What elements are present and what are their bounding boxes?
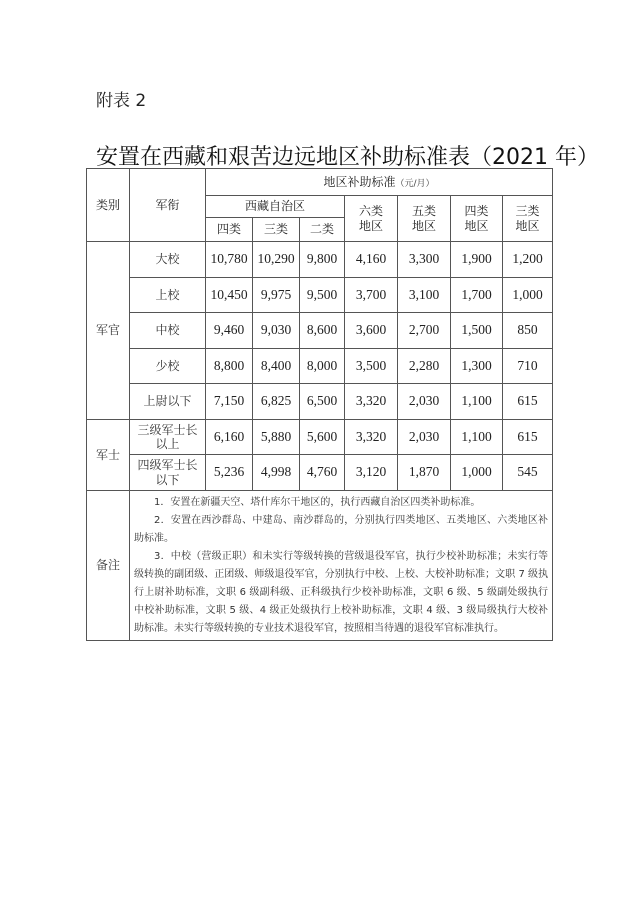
value-cell: 3,500 xyxy=(345,349,398,384)
value-cell: 1,000 xyxy=(503,278,553,313)
value-cell: 1,500 xyxy=(451,313,503,349)
value-cell: 3,100 xyxy=(398,278,451,313)
value-cell: 3,600 xyxy=(345,313,398,349)
value-cell: 10,780 xyxy=(206,242,253,278)
value-cell: 7,150 xyxy=(206,384,253,420)
category-sergeant: 军士 xyxy=(87,420,130,491)
value-cell: 5,880 xyxy=(253,420,300,455)
header-region-standard xyxy=(206,169,553,196)
value-cell: 9,460 xyxy=(206,313,253,349)
notes-content xyxy=(130,491,553,641)
appendix-label: 附表 2 xyxy=(96,91,147,111)
note-item-1: 1．安置在新疆天空、塔什库尔干地区的，执行西藏自治区四类补助标准。 xyxy=(154,497,481,508)
value-cell: 1,000 xyxy=(451,455,503,491)
header-tibet-class2: 二类 xyxy=(300,218,345,242)
value-cell: 10,290 xyxy=(253,242,300,278)
value-cell: 850 xyxy=(503,313,553,349)
value-cell: 3,300 xyxy=(398,242,451,278)
rank-cell: 上尉以下 xyxy=(130,384,206,420)
header-class6-region: 六类 地区 xyxy=(345,196,398,242)
header-class3-region: 三类 地区 xyxy=(503,196,553,242)
table-row xyxy=(87,384,553,420)
value-cell: 2,030 xyxy=(398,384,451,420)
header-tibet: 西藏自治区 xyxy=(206,196,345,218)
value-cell: 5,236 xyxy=(206,455,253,491)
value-cell: 1,100 xyxy=(451,384,503,420)
value-cell: 8,400 xyxy=(253,349,300,384)
value-cell: 8,800 xyxy=(206,349,253,384)
value-cell: 1,200 xyxy=(503,242,553,278)
rank-cell: 大校 xyxy=(130,242,206,278)
value-cell: 9,800 xyxy=(300,242,345,278)
value-cell: 9,975 xyxy=(253,278,300,313)
header-class5-region: 五类 地区 xyxy=(398,196,451,242)
note-item-2: 2．安置在西沙群岛、中建岛、南沙群岛的，分别执行四类地区、五类地区、六类地区补助标准。 xyxy=(134,515,549,544)
notes-row xyxy=(87,491,553,641)
table-row xyxy=(87,455,553,491)
value-cell: 6,825 xyxy=(253,384,300,420)
notes-label: 备注 xyxy=(87,491,130,641)
table-row xyxy=(87,313,553,349)
value-cell: 1,700 xyxy=(451,278,503,313)
value-cell: 4,160 xyxy=(345,242,398,278)
rank-cell: 中校 xyxy=(130,313,206,349)
header-class4-region: 四类 地区 xyxy=(451,196,503,242)
rank-cell: 上校 xyxy=(130,278,206,313)
category-officer: 军官 xyxy=(87,242,130,420)
rank-cell: 四级军士长 以下 xyxy=(130,455,206,491)
header-rank: 军衔 xyxy=(130,169,206,242)
value-cell: 6,160 xyxy=(206,420,253,455)
header-category: 类别 xyxy=(87,169,130,242)
value-cell: 2,280 xyxy=(398,349,451,384)
table-row xyxy=(87,242,553,278)
value-cell: 9,030 xyxy=(253,313,300,349)
value-cell: 4,998 xyxy=(253,455,300,491)
value-cell: 1,900 xyxy=(451,242,503,278)
rank-cell: 少校 xyxy=(130,349,206,384)
value-cell: 2,700 xyxy=(398,313,451,349)
value-cell: 710 xyxy=(503,349,553,384)
document-title: 安置在西藏和艰苦边远地区补助标准表（2021 年） xyxy=(96,145,599,170)
value-cell: 3,700 xyxy=(345,278,398,313)
table-row xyxy=(87,349,553,384)
value-cell: 615 xyxy=(503,420,553,455)
value-cell: 3,120 xyxy=(345,455,398,491)
value-cell: 3,320 xyxy=(345,420,398,455)
value-cell: 615 xyxy=(503,384,553,420)
value-cell: 6,500 xyxy=(300,384,345,420)
header-tibet-class4: 四类 xyxy=(206,218,253,242)
unit-label: （元/月） xyxy=(395,178,435,189)
subsidy-standard-table xyxy=(86,168,553,641)
value-cell: 1,100 xyxy=(451,420,503,455)
table-row xyxy=(87,278,553,313)
value-cell: 1,300 xyxy=(451,349,503,384)
value-cell: 9,500 xyxy=(300,278,345,313)
note-item-3: 3．中校（营级正职）和未实行等级转换的营级退役军官，执行少校补助标准；未实行等级转换的副团级、正团级、师级退役军官，分别执行中校、上校、大校补助标准；文职 7 级执行上尉补助标准，文职 6 级副科级、正科级执行少校补助标准，文职 6 级、5 级副处级执行中校补助标准，文职 5 级、4 级正处级执行上校补助标准，文职 4 级、3 级局级执行大校补助标准。未实行等级转换的专业技术退役军官，按照相当待遇的退役军官标准执行。 xyxy=(134,551,549,634)
value-cell: 545 xyxy=(503,455,553,491)
region-standard-label: 地区补助标准 xyxy=(323,174,396,189)
value-cell: 1,870 xyxy=(398,455,451,491)
value-cell: 10,450 xyxy=(206,278,253,313)
value-cell: 8,600 xyxy=(300,313,345,349)
rank-cell: 三级军士长 以上 xyxy=(130,420,206,455)
table-row xyxy=(87,420,553,455)
value-cell: 8,000 xyxy=(300,349,345,384)
value-cell: 4,760 xyxy=(300,455,345,491)
value-cell: 5,600 xyxy=(300,420,345,455)
header-tibet-class3: 三类 xyxy=(253,218,300,242)
value-cell: 3,320 xyxy=(345,384,398,420)
value-cell: 2,030 xyxy=(398,420,451,455)
